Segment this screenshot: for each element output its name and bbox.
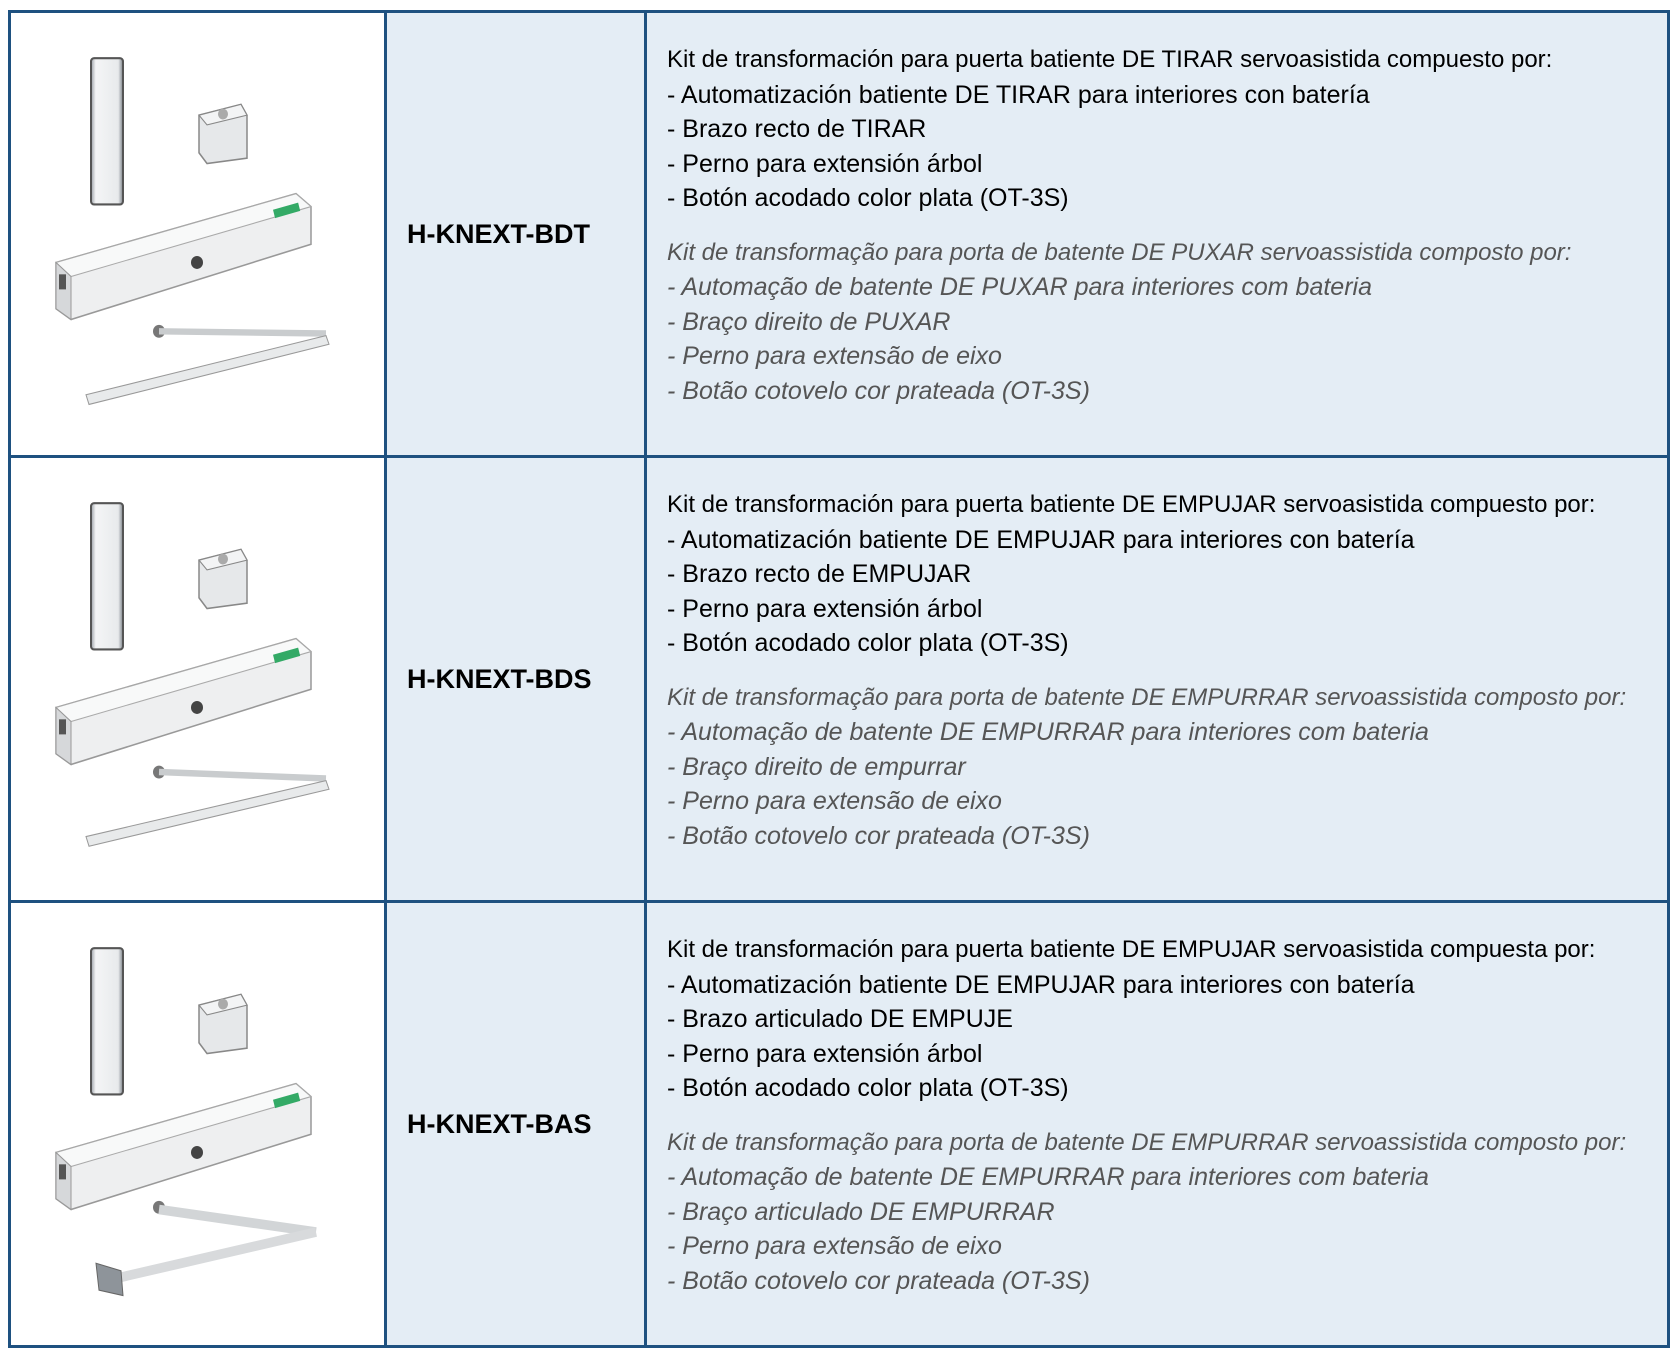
table-row: [11, 903, 1667, 1345]
spanish-item: - Botón acodado color plata (OT-3S): [667, 629, 1069, 657]
spanish-item: - Brazo recto de TIRAR: [667, 115, 927, 143]
spanish-item: - Perno para extensión árbol: [667, 149, 983, 178]
spanish-item: - Automatización batiente DE EMPUJAR para interiores con batería: [667, 970, 1415, 999]
portuguese-heading: Kit de transformação para porta de batente DE EMPURRAR servoassistida composto por:: [667, 1128, 1627, 1156]
product-description-cell: [647, 458, 1667, 900]
portuguese-heading: Kit de transformação para porta de batente DE PUXAR servoassistida composto por:: [667, 238, 1572, 266]
spanish-item: - Perno para extensión árbol: [667, 1039, 983, 1068]
portuguese-item: - Botão cotovelo cor prateada (OT-3S): [667, 821, 1090, 850]
table-row: [11, 13, 1667, 458]
spanish-description: [667, 933, 1667, 1106]
spanish-heading: Kit de transformación para puerta batiente DE EMPUJAR servoasistida compuesta por:: [667, 936, 1596, 963]
spanish-item: - Botón acodado color plata (OT-3S): [667, 184, 1069, 212]
door-operator-kit-image: [11, 13, 384, 455]
portuguese-item: - Perno para extensão de eixo: [667, 1232, 1002, 1260]
product-code-cell: [387, 13, 647, 455]
portuguese-description: [667, 236, 1667, 409]
portuguese-item: - Automação de batente DE EMPURRAR para interiores com bateria: [667, 718, 1429, 746]
portuguese-item: - Braço direito de PUXAR: [667, 307, 951, 336]
product-code-cell: [387, 458, 647, 900]
product-image-cell: [11, 458, 387, 900]
portuguese-item: - Perno para extensão de eixo: [667, 787, 1002, 815]
portuguese-description: [667, 1126, 1667, 1299]
portuguese-item: - Botão cotovelo cor prateada (OT-3S): [667, 376, 1090, 405]
table-row: [11, 458, 1667, 903]
product-code-cell: [387, 903, 647, 1345]
spanish-heading: Kit de transformación para puerta batiente DE EMPUJAR servoasistida compuesto por:: [667, 491, 1596, 518]
spanish-description: [667, 488, 1667, 661]
portuguese-item: - Braço articulado DE EMPURRAR: [667, 1197, 1055, 1226]
door-operator-kit-image: [11, 903, 384, 1345]
portuguese-item: - Perno para extensão de eixo: [667, 342, 1002, 370]
spanish-item: - Automatización batiente DE EMPUJAR para interiores con batería: [667, 525, 1415, 554]
portuguese-heading: Kit de transformação para porta de batente DE EMPURRAR servoassistida composto por:: [667, 683, 1627, 711]
portuguese-item: - Braço direito de empurrar: [667, 752, 966, 781]
product-description-cell: [647, 13, 1667, 455]
product-code: H-KNEXT-BDS: [407, 663, 592, 694]
portuguese-item: - Botão cotovelo cor prateada (OT-3S): [667, 1266, 1090, 1295]
product-image-cell: [11, 903, 387, 1345]
spanish-description: [667, 43, 1667, 216]
spanish-item: - Brazo articulado DE EMPUJE: [667, 1005, 1013, 1033]
spanish-heading: Kit de transformación para puerta batiente DE TIRAR servoasistida compuesto por:: [667, 46, 1553, 73]
portuguese-description: [667, 681, 1667, 854]
spanish-item: - Botón acodado color plata (OT-3S): [667, 1074, 1069, 1102]
spanish-item: - Perno para extensión árbol: [667, 594, 983, 623]
portuguese-item: - Automação de batente DE EMPURRAR para interiores com bateria: [667, 1163, 1429, 1191]
door-operator-kit-image: [11, 458, 384, 900]
product-table: [8, 10, 1670, 1348]
product-code: H-KNEXT-BAS: [407, 1108, 592, 1139]
portuguese-item: - Automação de batente DE PUXAR para interiores com bateria: [667, 273, 1372, 301]
spanish-item: - Automatización batiente DE TIRAR para interiores con batería: [667, 80, 1370, 109]
product-description-cell: [647, 903, 1667, 1345]
product-image-cell: [11, 13, 387, 455]
product-code: H-KNEXT-BDT: [407, 218, 590, 249]
spanish-item: - Brazo recto de EMPUJAR: [667, 560, 972, 588]
